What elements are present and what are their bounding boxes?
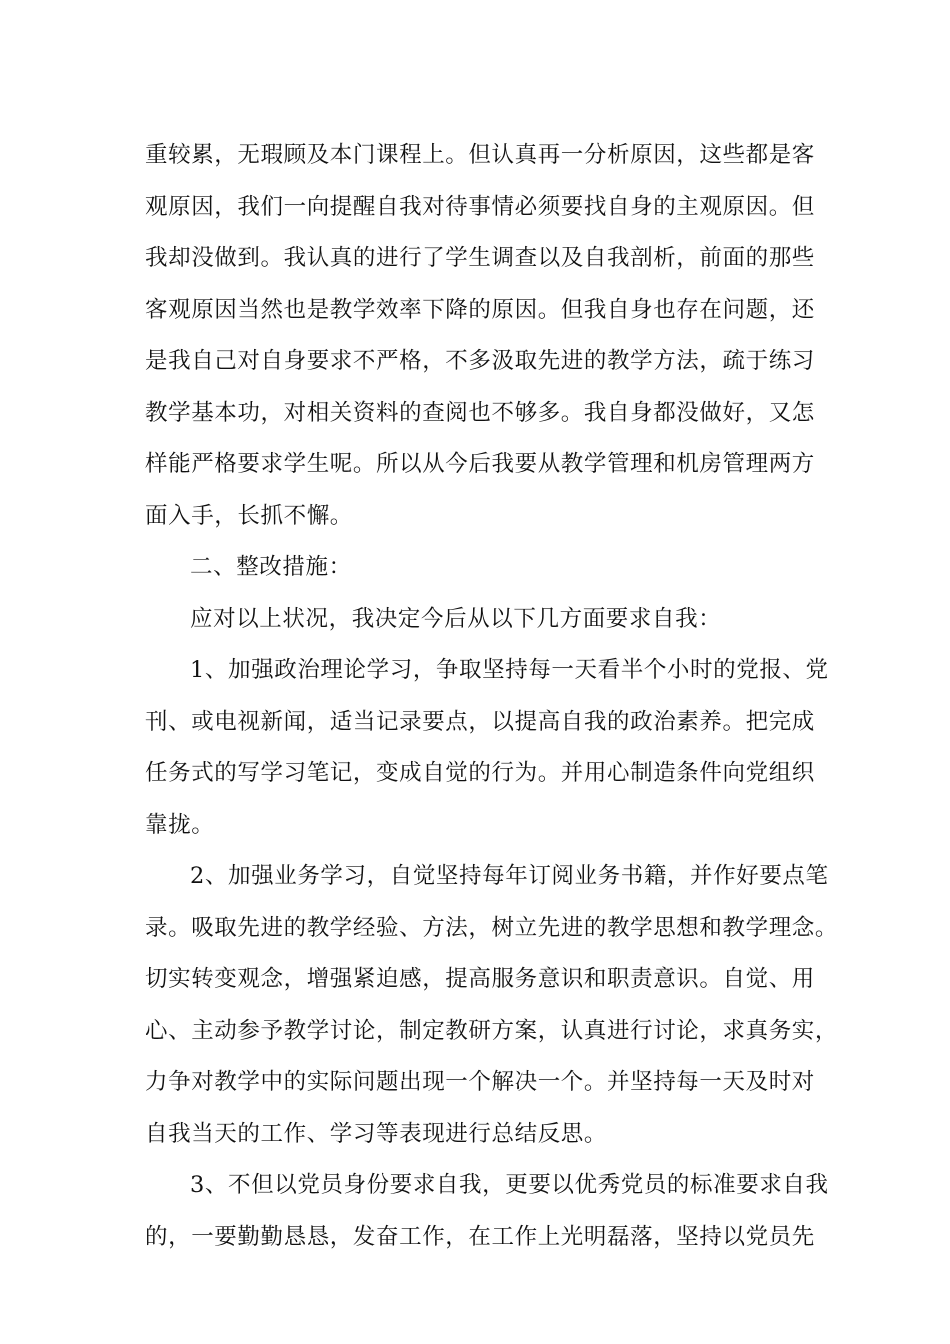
list-item-2-line: 心、主动参予教学讨论，制定教研方案，认真进行讨论，求真务实，: [145, 1017, 839, 1044]
paragraph-line: 是我自己对自身要求不严格，不多汲取先进的教学方法，疏于练习: [145, 348, 815, 374]
list-item-2-line: 力争对教学中的实际问题出现一个解决一个。并坚持每一天及时对: [145, 1069, 815, 1095]
paragraph-line: 观原因，我们一向提醒自我对待事情必须要找自身的主观原因。但: [145, 193, 815, 220]
paragraph-line: 客观原因当然也是教学效率下降的原因。但我自身也存在问题，还: [145, 296, 815, 323]
paragraph-line: 应对以上状况，我决定今后从以下几方面要求自我：: [190, 605, 722, 632]
list-item-1-line: 任务式的写学习笔记，变成自觉的行为。并用心制造条件向党组织: [145, 760, 815, 786]
list-item-1-line: 靠拢。: [145, 811, 215, 838]
list-item-2-line: 录。吸取先进的教学经验、方法，树立先进的教学思想和教学理念。: [145, 914, 839, 941]
section-heading: 二、整改措施：: [190, 554, 352, 580]
list-item-3-line: 3、不但以党员身份要求自我，更要以优秀党员的标准要求自我: [190, 1172, 829, 1198]
list-item-1-line: 1、加强政治理论学习，争取坚持每一天看半个小时的党报、党: [190, 657, 829, 683]
list-item-1-line: 刊、或电视新闻，适当记录要点，以提高自我的政治素养。把完成: [145, 708, 815, 735]
list-item-2-line: 自我当天的工作、学习等表现进行总结反思。: [145, 1120, 608, 1147]
list-item-2-line: 切实转变观念，增强紧迫感，提高服务意识和职责意识。自觉、用: [145, 966, 815, 992]
paragraph-line: 我却没做到。我认真的进行了学生调查以及自我剖析，前面的那些: [145, 245, 815, 271]
paragraph-line: 面入手，长抓不懈。: [145, 502, 353, 529]
list-item-3-line: 的，一要勤勤恳恳，发奋工作，在工作上光明磊落，坚持以党员先: [145, 1223, 815, 1250]
body-text: [145, 130, 839, 1263]
list-item-2-line: 2、加强业务学习，自觉坚持每年订阅业务书籍，并作好要点笔: [190, 863, 829, 889]
paragraph-line: 教学基本功，对相关资料的查阅也不够多。我自身都没做好，又怎: [145, 399, 815, 426]
paragraph-line: 样能严格要求学生呢。所以从今后我要从教学管理和机房管理两方: [145, 451, 815, 477]
paragraph-line: 重较累，无瑕顾及本门课程上。但认真再一分析原因，这些都是客: [145, 142, 815, 168]
